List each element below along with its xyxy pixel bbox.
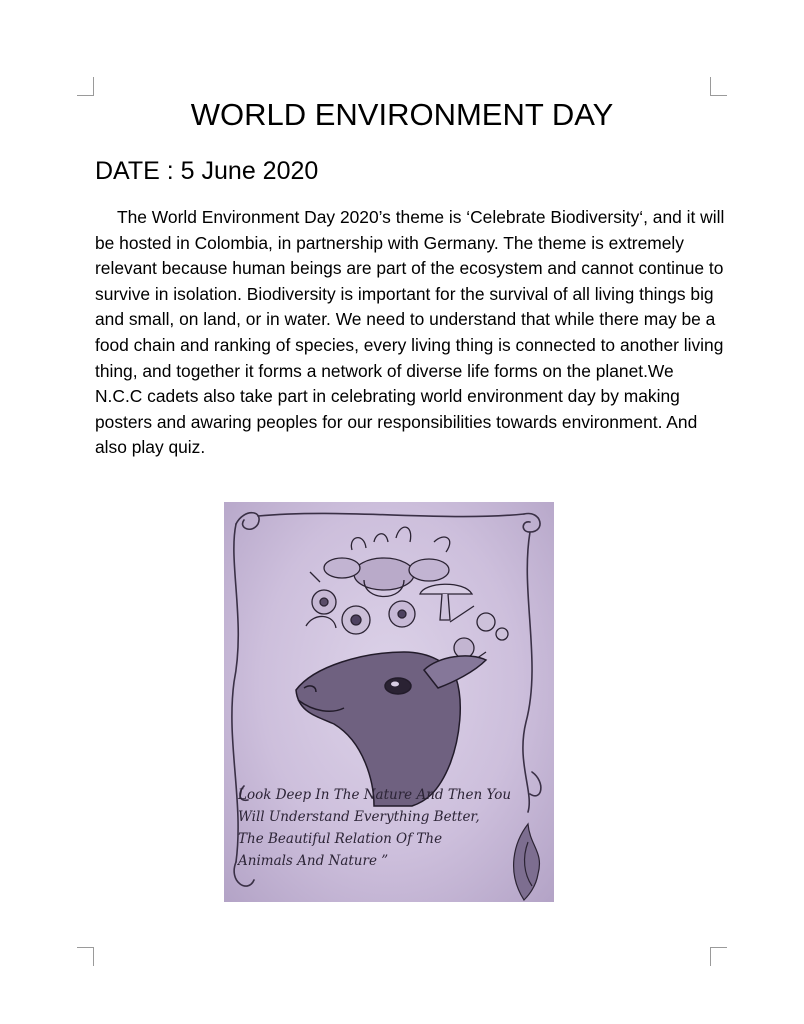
page-corner-mark-bottom-left <box>77 947 94 966</box>
document-title: WORLD ENVIRONMENT DAY <box>190 97 614 132</box>
flower-crown-icon <box>306 527 508 670</box>
page-corner-mark-top-left <box>77 77 94 96</box>
document-date: DATE : 5 June 2020 <box>95 157 319 185</box>
deer-head-icon <box>296 652 486 806</box>
page-corner-mark-bottom-right <box>710 947 727 966</box>
poster-image <box>224 502 554 902</box>
document-paragraph: The World Environment Day 2020’s theme is ‘Celebrate Biodiversity‘, and it will be hosted in Colombia, in partnership with Germany. The theme is extremely relevant because human beings are part of the ecosystem and cannot continue to survive in isolation. Biodiversity is important for the survival of all living things big and small, on land, or in water. We need to understand that while there may be a food chain and ranking of species, every living thing is connected to another living thing, and together it forms a network of diverse life forms on the planet.We N.C.C cadets also take part in celebrating world environment day by making posters and awaring peoples for our responsibilities towards environment. And also play quiz. <box>95 207 725 458</box>
mushroom-icon <box>420 584 472 620</box>
poster-quote: Look Deep In The Nature And Then You Will Understand Everything Better, The Beautiful Relation Of The Animals And Nature ” <box>238 787 512 869</box>
page-corner-mark-top-right <box>710 77 727 96</box>
